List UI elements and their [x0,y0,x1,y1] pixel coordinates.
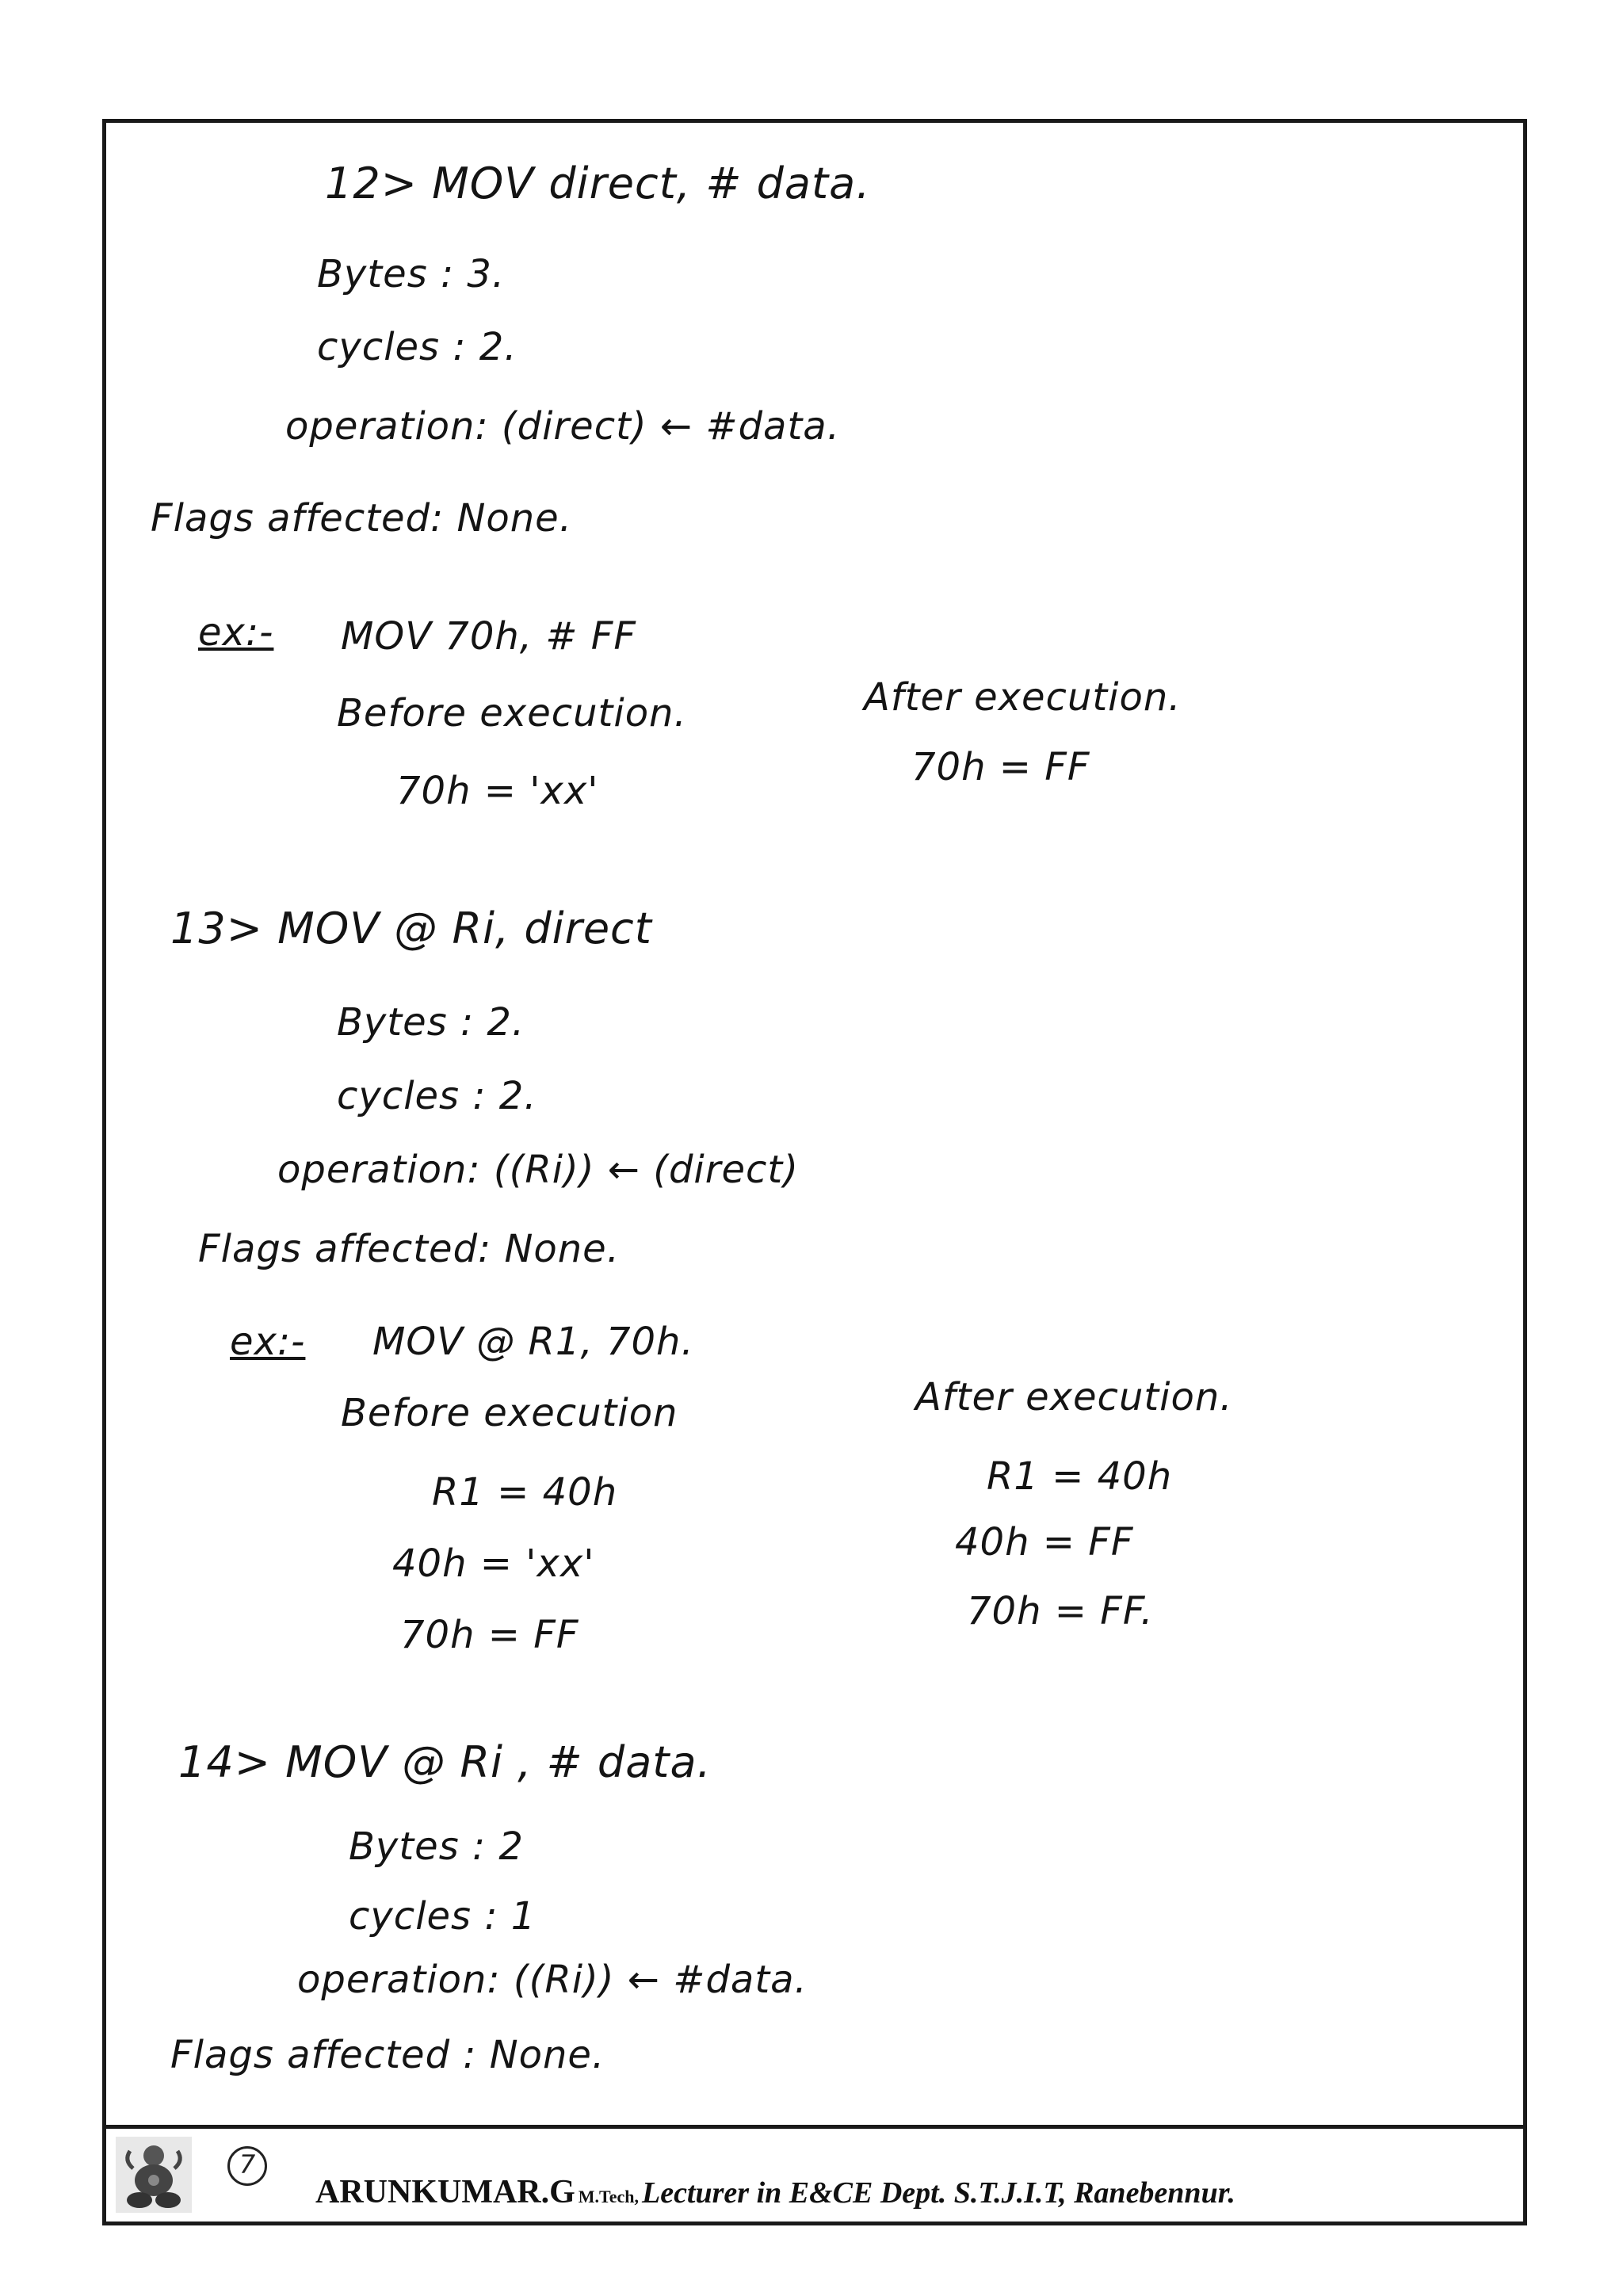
footer-divider [102,2125,1527,2129]
section-13-after-line-2: 40h = FF [955,1520,1134,1564]
section-12-cycles: cycles : 2. [317,325,517,369]
section-13-bytes: Bytes : 2. [337,1000,525,1045]
footer-author: ARUNKUMAR.G [315,2174,575,2210]
section-12-before-title: Before execution. [337,691,687,735]
section-12-bytes: Bytes : 3. [317,252,506,296]
section-14-heading: 14> MOV @ Ri , # data. [178,1737,712,1787]
footer-description: Lecturer in E&CE Dept. S.T.J.I.T, Ranebennur. [641,2176,1235,2210]
footer-credit [315,2173,1235,2211]
section-13-after-line-3: 70h = FF. [967,1589,1154,1633]
section-14-operation: operation: ((Ri)) ← #data. [297,1958,808,2002]
section-13-flags: Flags affected: None. [198,1227,620,1271]
section-12-example-instruction: MOV 70h, # FF [341,614,636,659]
deity-logo-icon [116,2137,192,2213]
section-12-before-line-1: 70h = 'xx' [396,769,599,813]
footer-degree: M.Tech, [578,2187,639,2206]
section-12-flags: Flags affected: None. [151,496,572,541]
section-13-cycles: cycles : 2. [337,1074,537,1118]
section-13-before-line-3: 70h = FF [400,1613,579,1657]
section-14-flags: Flags affected : None. [170,2033,605,2077]
section-13-after-title: After execution. [915,1375,1233,1419]
section-13-operation: operation: ((Ri)) ← (direct) [277,1148,799,1192]
page-number [227,2146,275,2194]
section-12-after-title: After execution. [864,675,1182,720]
section-13-example-instruction: MOV @ R1, 70h. [372,1320,694,1364]
section-12-operation: operation: (direct) ← #data. [285,404,840,449]
section-13-before-line-2: 40h = 'xx' [392,1541,595,1586]
section-13-example-label: ex:- [230,1320,306,1364]
section-13-before-title: Before execution [341,1391,678,1435]
page-number-text: 7 [239,2149,256,2179]
section-14-bytes: Bytes : 2 [349,1824,524,1869]
section-13-heading: 13> MOV @ Ri, direct [170,904,652,953]
section-12-example-label: ex:- [198,610,274,655]
section-13-after-line-1: R1 = 40h [987,1454,1173,1499]
section-12-heading: 12> MOV direct, # data. [325,159,871,208]
section-12-after-line-1: 70h = FF [911,745,1090,789]
section-14-cycles: cycles : 1 [349,1894,537,1939]
section-13-before-line-1: R1 = 40h [432,1470,618,1515]
